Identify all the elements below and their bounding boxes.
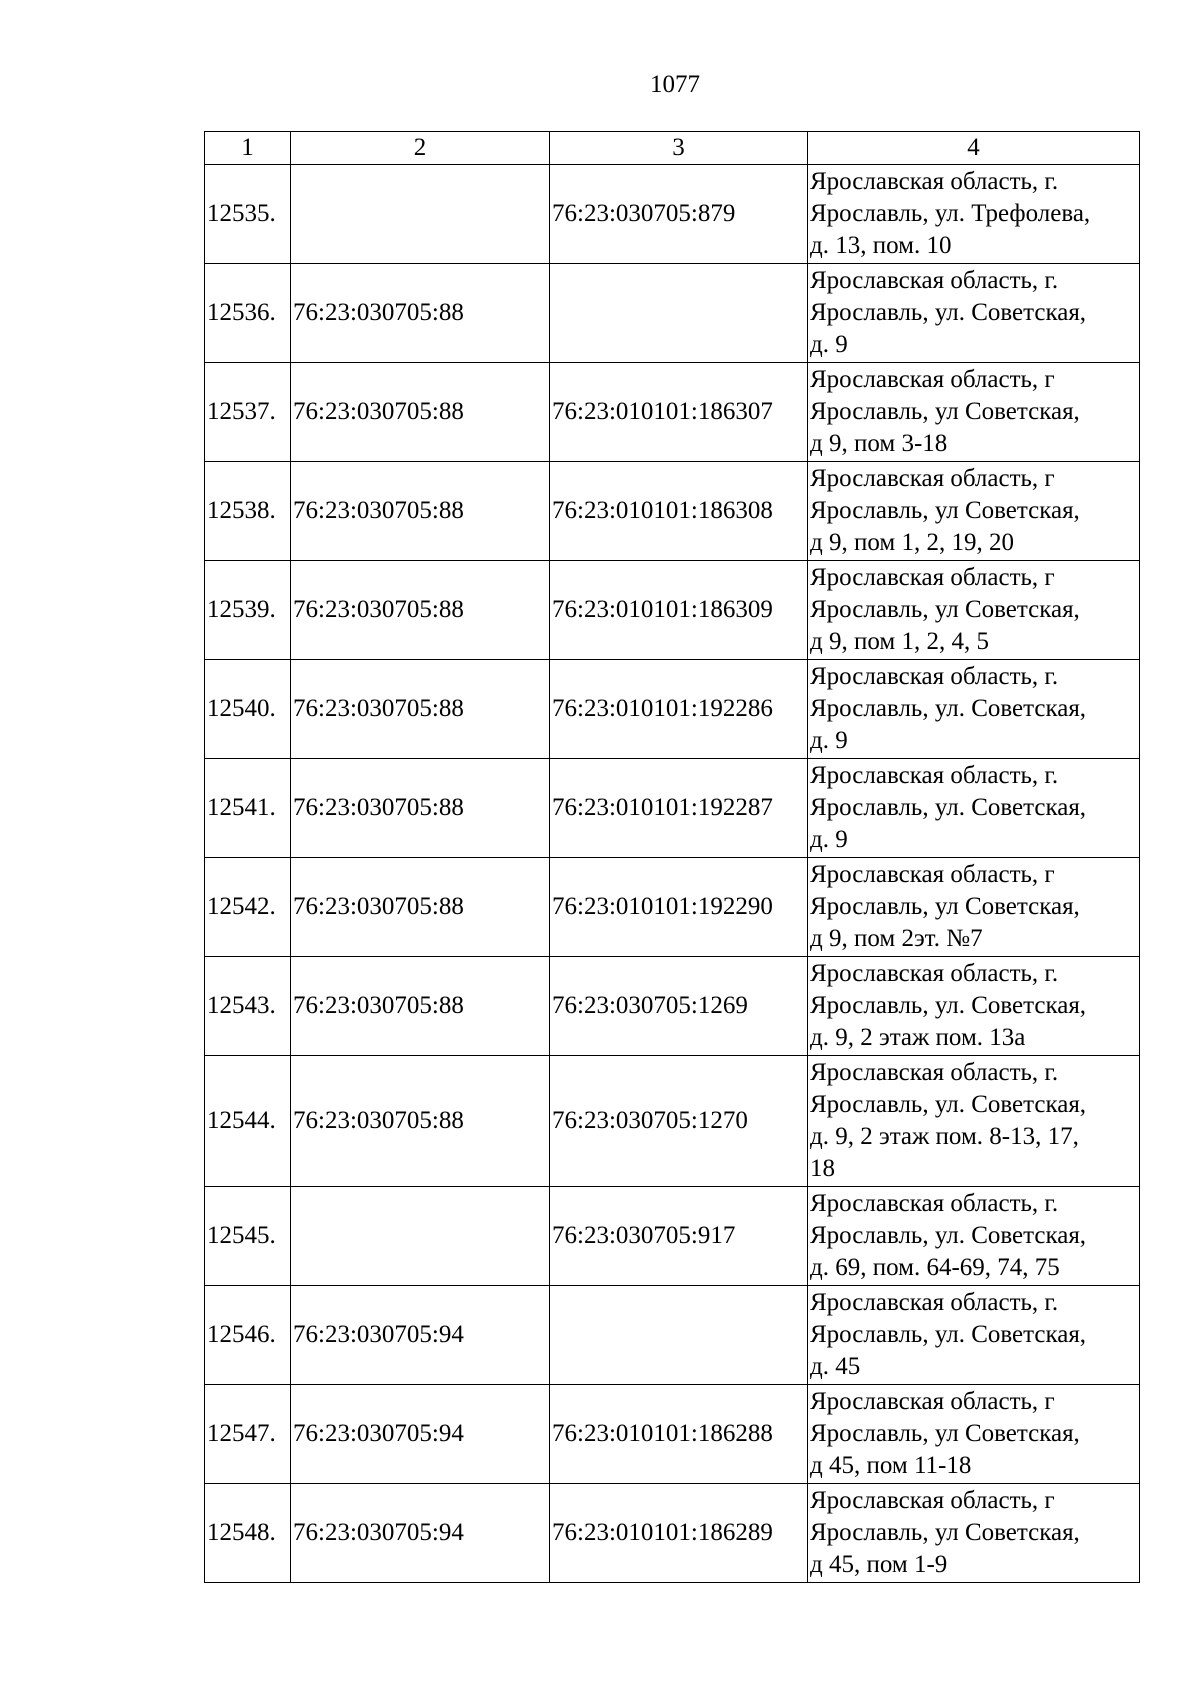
table-row xyxy=(205,1056,1140,1187)
address-line: Ярославль, ул. Советская, xyxy=(810,794,1087,821)
cadastral-number-cell: 76:23:030705:88 xyxy=(291,363,550,462)
address-line: Ярославль, ул. Советская, xyxy=(810,1222,1087,1249)
column-header-3: 3 xyxy=(550,132,808,165)
address-line: д. 45 xyxy=(810,1353,861,1380)
table-body xyxy=(205,165,1140,1583)
object-cadastral-number-cell xyxy=(550,1286,808,1385)
cadastral-number-cell: 76:23:030705:88 xyxy=(291,660,550,759)
address-line: Ярославская область, г xyxy=(810,465,1055,492)
address-line: Ярославль, ул Советская, xyxy=(810,893,1080,920)
row-number-cell: 12538. xyxy=(205,462,291,561)
address-cell xyxy=(808,1187,1140,1286)
table-row xyxy=(205,858,1140,957)
address-cell xyxy=(808,264,1140,363)
row-number-cell: 12535. xyxy=(205,165,291,264)
page-number: 1077 xyxy=(650,71,700,98)
address-cell xyxy=(808,858,1140,957)
row-number-cell: 12546. xyxy=(205,1286,291,1385)
object-cadastral-number-cell: 76:23:030705:1270 xyxy=(550,1056,808,1187)
object-cadastral-number-cell: 76:23:010101:186289 xyxy=(550,1484,808,1583)
row-number-cell: 12540. xyxy=(205,660,291,759)
address-line: Ярославская область, г. xyxy=(810,960,1059,987)
address-line: д. 13, пом. 10 xyxy=(810,232,952,259)
cadastral-number-cell: 76:23:030705:88 xyxy=(291,957,550,1056)
cadastral-number-cell xyxy=(291,165,550,264)
address-line: д. 9 xyxy=(810,727,848,754)
address-cell xyxy=(808,561,1140,660)
object-cadastral-number-cell: 76:23:030705:879 xyxy=(550,165,808,264)
address-line: Ярославская область, г. xyxy=(810,762,1059,789)
address-line: д. 69, пом. 64-69, 74, 75 xyxy=(810,1254,1060,1281)
address-cell xyxy=(808,165,1140,264)
table-row xyxy=(205,759,1140,858)
row-number-cell: 12537. xyxy=(205,363,291,462)
address-cell xyxy=(808,660,1140,759)
address-cell xyxy=(808,462,1140,561)
address-line: д. 9 xyxy=(810,331,848,358)
cadastral-number-cell: 76:23:030705:94 xyxy=(291,1484,550,1583)
address-cell xyxy=(808,1056,1140,1187)
cadastral-number-cell: 76:23:030705:94 xyxy=(291,1385,550,1484)
row-number-cell: 12548. xyxy=(205,1484,291,1583)
address-line: Ярославская область, г xyxy=(810,564,1055,591)
address-line: Ярославль, ул Советская, xyxy=(810,497,1080,524)
row-number-cell: 12536. xyxy=(205,264,291,363)
address-line: д. 9, 2 этаж пом. 13а xyxy=(810,1024,1026,1051)
address-cell xyxy=(808,759,1140,858)
object-cadastral-number-cell: 76:23:010101:186288 xyxy=(550,1385,808,1484)
registry-table xyxy=(204,131,1140,1583)
address-line: Ярославль, ул Советская, xyxy=(810,1420,1080,1447)
row-number-cell: 12539. xyxy=(205,561,291,660)
address-line: Ярославская область, г. xyxy=(810,663,1059,690)
object-cadastral-number-cell: 76:23:010101:192290 xyxy=(550,858,808,957)
row-number-cell: 12542. xyxy=(205,858,291,957)
row-number-cell: 12541. xyxy=(205,759,291,858)
table-row xyxy=(205,264,1140,363)
address-cell xyxy=(808,363,1140,462)
object-cadastral-number-cell: 76:23:030705:1269 xyxy=(550,957,808,1056)
address-line: Ярославль, ул Советская, xyxy=(810,596,1080,623)
object-cadastral-number-cell: 76:23:030705:917 xyxy=(550,1187,808,1286)
address-line: Ярославль, ул. Советская, xyxy=(810,299,1087,326)
cadastral-number-cell: 76:23:030705:88 xyxy=(291,1056,550,1187)
address-line: Ярославль, ул Советская, xyxy=(810,1519,1080,1546)
table-row xyxy=(205,1385,1140,1484)
address-line: д 9, пом 1, 2, 4, 5 xyxy=(810,628,989,655)
address-line: Ярославская область, г xyxy=(810,366,1055,393)
row-number-cell: 12547. xyxy=(205,1385,291,1484)
address-line: Ярославль, ул Советская, xyxy=(810,398,1080,425)
address-line: Ярославская область, г xyxy=(810,861,1055,888)
address-line: Ярославская область, г. xyxy=(810,1190,1059,1217)
address-cell xyxy=(808,1484,1140,1583)
row-number-cell: 12543. xyxy=(205,957,291,1056)
table-row xyxy=(205,462,1140,561)
cadastral-number-cell: 76:23:030705:88 xyxy=(291,858,550,957)
address-line: д. 9 xyxy=(810,826,848,853)
object-cadastral-number-cell: 76:23:010101:186307 xyxy=(550,363,808,462)
column-header-2: 2 xyxy=(291,132,550,165)
object-cadastral-number-cell: 76:23:010101:186309 xyxy=(550,561,808,660)
cadastral-number-cell: 76:23:030705:94 xyxy=(291,1286,550,1385)
address-cell xyxy=(808,957,1140,1056)
object-cadastral-number-cell xyxy=(550,264,808,363)
address-line: Ярославская область, г. xyxy=(810,267,1059,294)
table-row xyxy=(205,957,1140,1056)
row-number-cell: 12544. xyxy=(205,1056,291,1187)
column-header-1: 1 xyxy=(205,132,291,165)
table-header-row xyxy=(205,132,1140,165)
address-line: Ярославская область, г xyxy=(810,1388,1055,1415)
address-line: Ярославль, ул. Трефолева, xyxy=(810,200,1091,227)
object-cadastral-number-cell: 76:23:010101:186308 xyxy=(550,462,808,561)
table-row xyxy=(205,363,1140,462)
table-row xyxy=(205,1187,1140,1286)
row-number-cell: 12545. xyxy=(205,1187,291,1286)
table-row xyxy=(205,660,1140,759)
address-cell xyxy=(808,1286,1140,1385)
address-line: Ярославская область, г. xyxy=(810,168,1059,195)
address-line: 18 xyxy=(810,1155,835,1182)
cadastral-number-cell xyxy=(291,1187,550,1286)
table-row xyxy=(205,1286,1140,1385)
address-line: Ярославская область, г. xyxy=(810,1059,1059,1086)
address-line: Ярославль, ул. Советская, xyxy=(810,1321,1087,1348)
address-line: Ярославль, ул. Советская, xyxy=(810,1091,1087,1118)
cadastral-number-cell: 76:23:030705:88 xyxy=(291,561,550,660)
object-cadastral-number-cell: 76:23:010101:192286 xyxy=(550,660,808,759)
table-row xyxy=(205,165,1140,264)
address-line: д 9, пом 2эт. №7 xyxy=(810,925,983,952)
address-line: Ярославская область, г xyxy=(810,1487,1055,1514)
cadastral-number-cell: 76:23:030705:88 xyxy=(291,462,550,561)
address-line: Ярославль, ул. Советская, xyxy=(810,695,1087,722)
column-header-4: 4 xyxy=(808,132,1140,165)
table-row xyxy=(205,1484,1140,1583)
address-line: Ярославская область, г. xyxy=(810,1289,1059,1316)
address-line: д 9, пом 1, 2, 19, 20 xyxy=(810,529,1014,556)
cadastral-number-cell: 76:23:030705:88 xyxy=(291,264,550,363)
object-cadastral-number-cell: 76:23:010101:192287 xyxy=(550,759,808,858)
table-row xyxy=(205,561,1140,660)
address-line: д 45, пом 11-18 xyxy=(810,1452,972,1479)
address-cell xyxy=(808,1385,1140,1484)
address-line: д 9, пом 3-18 xyxy=(810,430,948,457)
address-line: д. 9, 2 этаж пом. 8-13, 17, xyxy=(810,1123,1079,1150)
address-line: Ярославль, ул. Советская, xyxy=(810,992,1087,1019)
address-line: д 45, пом 1-9 xyxy=(810,1551,948,1578)
cadastral-number-cell: 76:23:030705:88 xyxy=(291,759,550,858)
